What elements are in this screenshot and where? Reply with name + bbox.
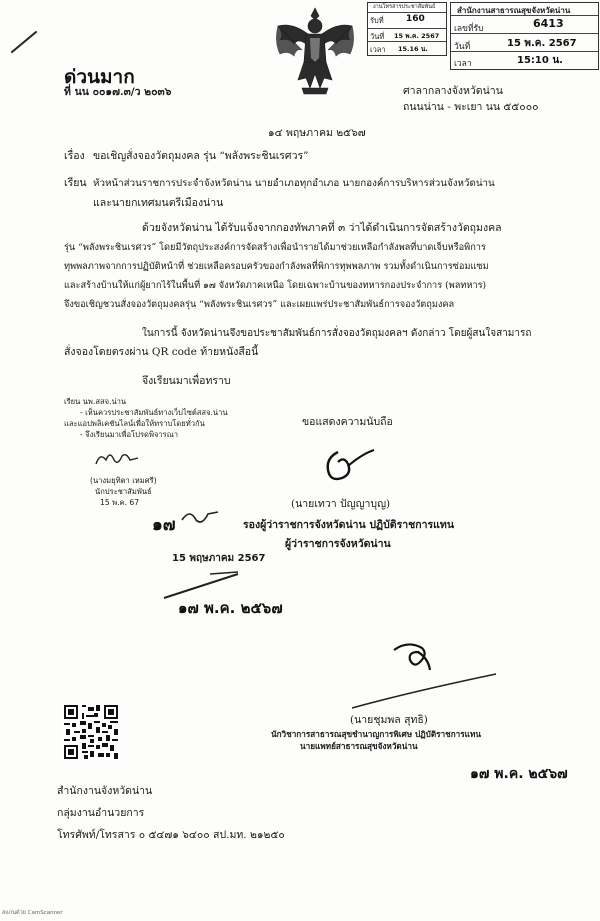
garuda-emblem-icon xyxy=(272,4,358,96)
signoff: ขอแสดงความนับถือ xyxy=(302,416,393,428)
margin-note-position: นักประชาสัมพันธ์ xyxy=(95,487,152,496)
pen-stroke-mark xyxy=(10,28,38,56)
margin-note-line-1: เรียน นพ.สสจ.น่าน xyxy=(64,397,127,406)
document-date: ๑๔ พฤษภาคม ๒๕๖๗ xyxy=(268,127,366,139)
stamp-number: 6413 xyxy=(533,17,564,30)
margin-note-name: (นางมยุทิตา เหมศรี) xyxy=(90,476,157,485)
footer-phone: โทรศัพท์/โทรสาร ๐ ๕๔๗๑ ๖๔๐๐ สป.มท. ๒๑๒๕๐ xyxy=(57,829,285,841)
stamp-title: สำนักงานสาธารณสุขจังหวัดน่าน xyxy=(457,6,571,15)
stamped-date-3: ๑๗ พ.ค. ๒๕๖๗ xyxy=(470,766,568,782)
signer2-position-1: นักวิชาการสาธารณสุขชำนาญการพิเศษ ปฏิบัติราชการแทน xyxy=(271,729,481,739)
margin-note-line-4: - จึงเรียนมาเพื่อโปรดพิจารณา xyxy=(80,430,179,439)
body-para1-line-4: และสร้างบ้านให้แก่ผู้ยากไร้ในพื้นที่ ๑๗ จังหวัดภาคเหนือ โดยเฉพาะบ้านของทหารกองประจำการ (พลทหาร) xyxy=(64,280,487,291)
stamp-date: 15 พ.ค. 2567 xyxy=(507,38,577,49)
document-number: ที่ นน ๐๐๑๗.๓/ว ๒๐๓๖ xyxy=(64,86,172,98)
margin-note-line-3: และแอปพลิเคชันไลน์เพื่อให้ทราบโดยทั่วกัน xyxy=(64,419,205,428)
to-line-1: หัวหน้าส่วนราชการประจำจังหวัดน่าน นายอำเภอทุกอำเภอ นายกองค์การบริหารส่วนจังหวัดน่าน xyxy=(93,178,495,189)
stamp-label-number: รับที่ xyxy=(370,16,384,25)
handwritten-signature-note xyxy=(92,446,140,470)
stamp-time: 15.16 น. xyxy=(398,45,428,53)
handwritten-signature-health xyxy=(388,638,434,674)
scanner-watermark: สแกนด้วย CamScanner xyxy=(2,910,63,916)
office-address: ถนนน่าน - พะเยา นน ๕๕๐๐๐ xyxy=(403,101,539,113)
subject-label: เรื่อง xyxy=(64,150,85,162)
body-para2-line-2: สั่งจองโดยตรงผ่าน QR code ท้ายหนังสือนี้ xyxy=(64,346,259,358)
stamp-time: 15:10 น. xyxy=(517,55,563,66)
received-stamp-provincial xyxy=(367,2,447,56)
stamp-label-number: เลขที่รับ xyxy=(454,24,484,34)
urgency-label: ด่วนมาก xyxy=(64,66,135,88)
signer2-position-2: นายแพทย์สาธารณสุขจังหวัดน่าน xyxy=(300,741,418,751)
to-label: เรียน xyxy=(64,177,87,189)
footer-office: สำนักงานจังหวัดน่าน xyxy=(57,785,153,797)
received-stamp-health-office xyxy=(450,2,599,70)
stamp-label-time: เวลา xyxy=(370,45,386,54)
body-para1-line-2: รุ่น “พลังพระชินเรศวร” โดยมีวัตถุประสงค์การจัดสร้างเพื่อนำรายได้มาช่วยเหลือกำลังพลที่บาดเจ็บหรือพิการ xyxy=(64,242,486,253)
office-name: ศาลากลางจังหวัดน่าน xyxy=(403,85,503,97)
handwritten-line xyxy=(350,672,500,712)
body-para1-line-3: ทุพพลภาพจากการปฏิบัติหน้าที่ ช่วยเหลือครอบครัวของกำลังพลที่พิการทุพพลภาพ รวมทั้งดำเนินการซ่อมแซม xyxy=(64,261,489,272)
margin-note-date: 15 พ.ค. 67 xyxy=(100,498,140,507)
stamp-date: 15 พ.ค. 2567 xyxy=(394,32,440,40)
stamp-label-date: วันที่ xyxy=(370,32,385,41)
stamp-label-date: วันที่ xyxy=(454,42,471,52)
handwritten-number: ๑๗ xyxy=(152,515,176,535)
body-para2-line-1: ในการนี้ จังหวัดน่านจึงขอประชาสัมพันธ์การสั่งจองวัตถุมงคลฯ ดังกล่าว โดยผู้สนใจสามารถ xyxy=(142,328,532,339)
signer-position-1: รองผู้ว่าราชการจังหวัดน่าน ปฏิบัติราชการแทน xyxy=(243,519,455,531)
handwritten-scribble xyxy=(180,506,220,528)
stamped-date-2: ๑๗ พ.ค. ๒๕๖๗ xyxy=(178,599,283,617)
body-para1-line-1: ด้วยจังหวัดน่าน ได้รับแจ้งจากกองทัพภาคที่ ๓ ว่าได้ดำเนินการจัดสร้างวัตถุมงคล xyxy=(142,222,502,234)
stamp-title: งานโทรสารประชาสัมพันธ์ xyxy=(373,4,436,10)
signer-name: (นายเทวา ปัญญาบุญ) xyxy=(291,498,391,510)
signer2-name: (นายชุมพล สุทธิ) xyxy=(350,714,428,726)
qr-code-icon[interactable] xyxy=(62,703,120,761)
body-para1-line-5: จึงขอเชิญชวนสั่งจองวัตถุมงคลรุ่น “พลังพระชินเรศวร” และเผยแพร่ประชาสัมพันธ์การจองวัตถุมงคล xyxy=(64,299,455,310)
stamp-label-time: เวลา xyxy=(454,59,472,69)
stamped-date-1: 15 พฤษภาคม 2567 xyxy=(172,553,266,564)
margin-note-line-2: - เห็นควรประชาสัมพันธ์ทางเว็บไซต์สสจ.น่าน xyxy=(80,408,228,417)
handwritten-signature-governor xyxy=(318,446,378,490)
signer-position-2: ผู้ว่าราชการจังหวัดน่าน xyxy=(285,538,391,550)
footer-division: กลุ่มงานอำนวยการ xyxy=(57,807,145,819)
stamp-number: 160 xyxy=(406,14,425,24)
to-line-2: และนายกเทศมนตรีเมืองน่าน xyxy=(93,197,224,209)
closing-request: จึงเรียนมาเพื่อทราบ xyxy=(142,375,231,387)
subject-text: ขอเชิญสั่งจองวัตถุมงคล รุ่น “พลังพระชินเรศวร” xyxy=(93,150,309,162)
